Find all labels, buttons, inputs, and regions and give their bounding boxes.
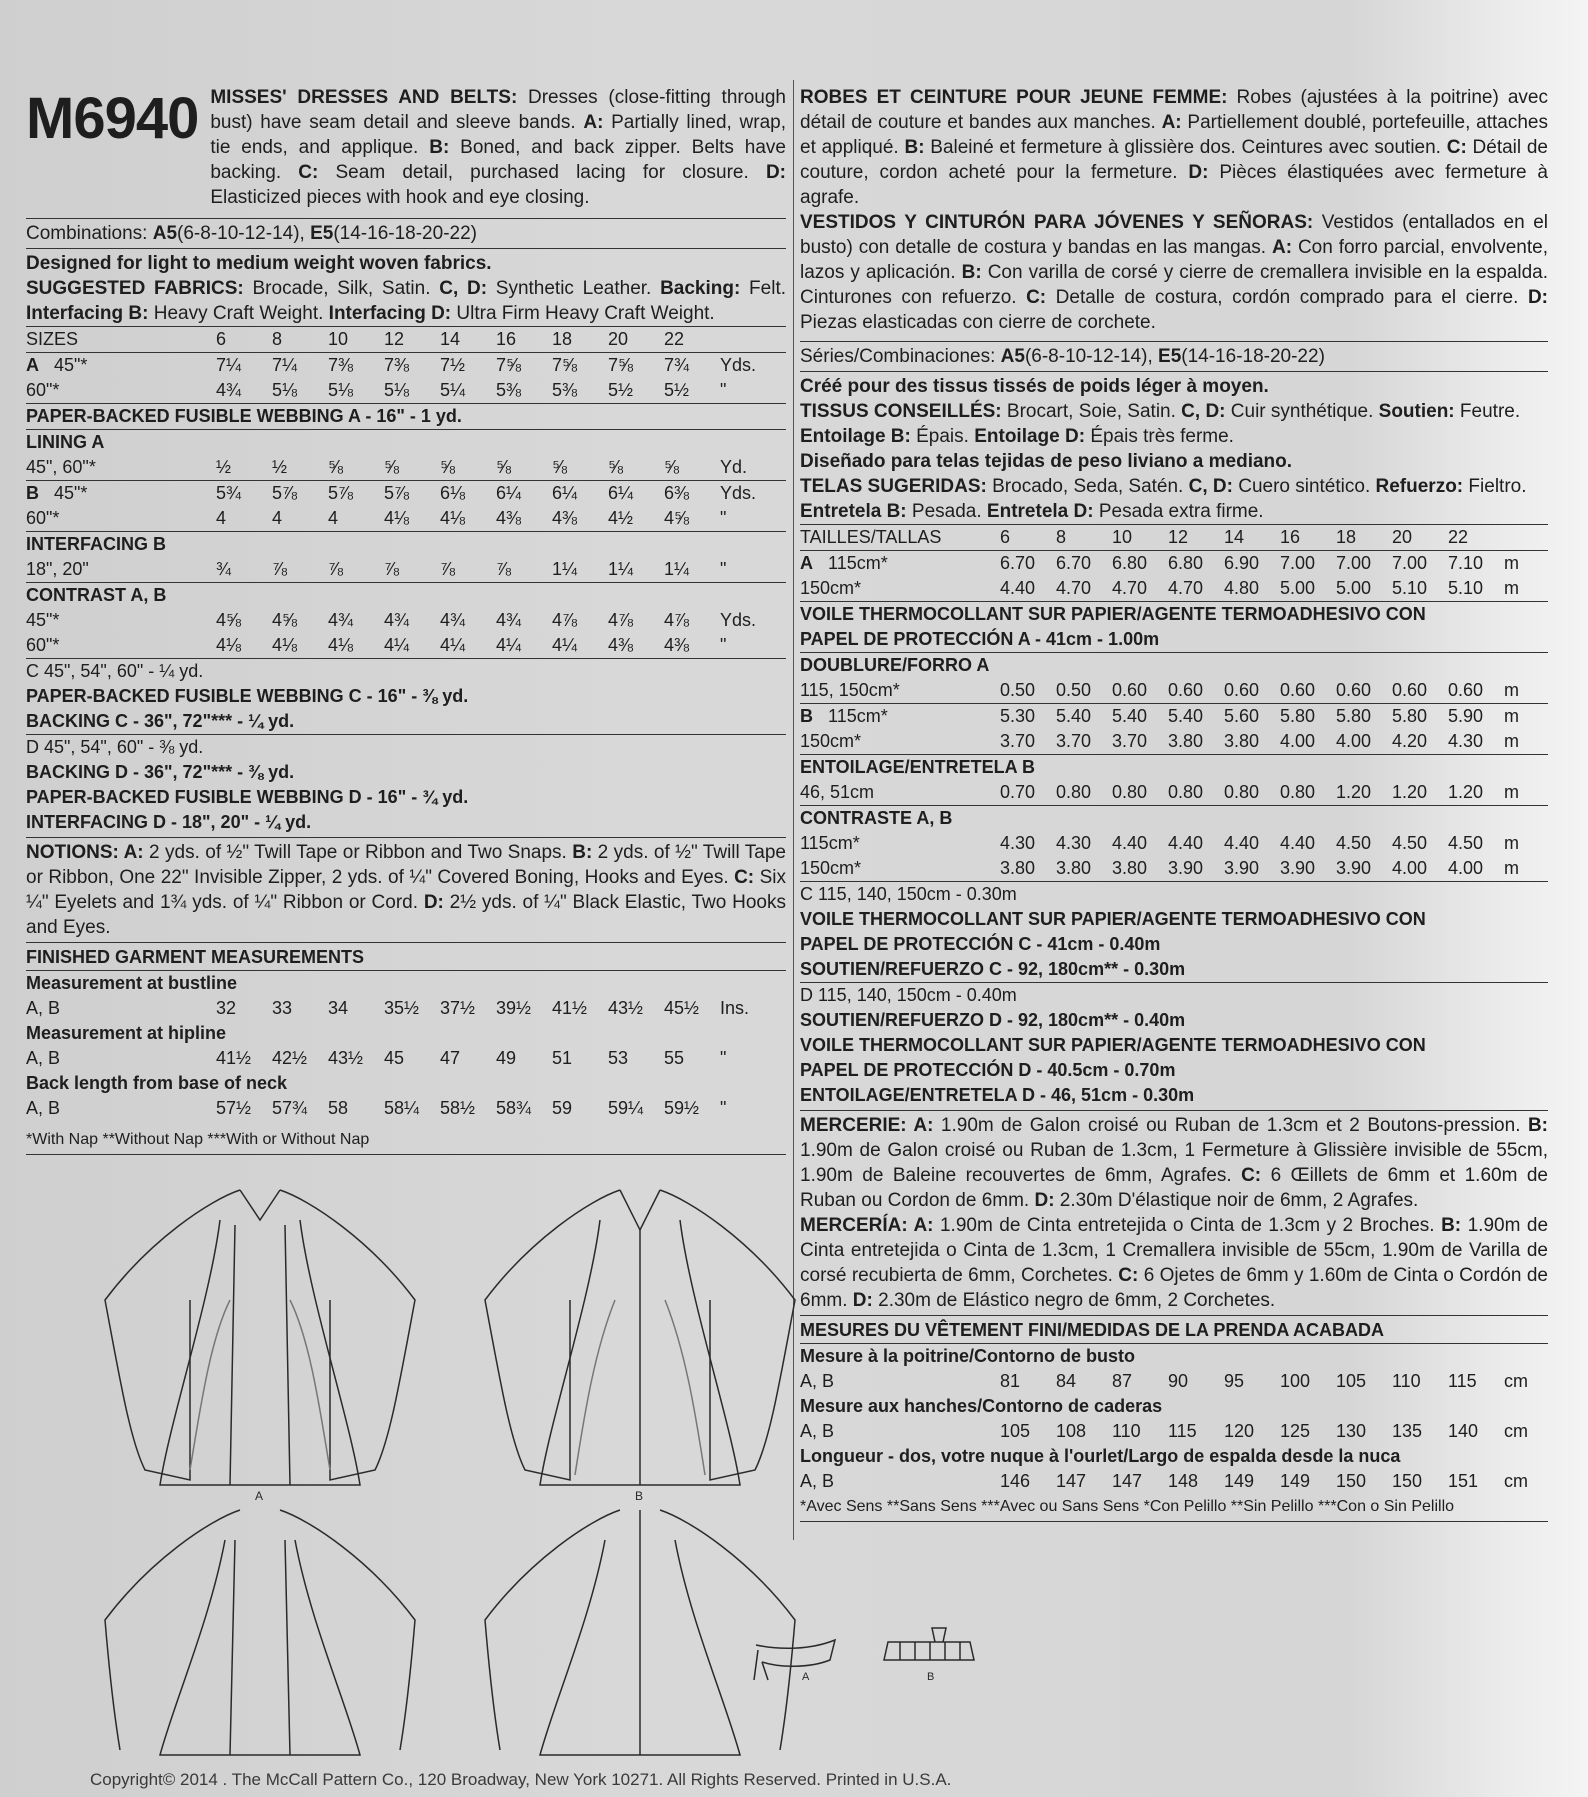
longueur-head: Longueur - dos, votre nuque à l'ourlet/Largo de espalda desde la nuca bbox=[800, 1446, 1401, 1466]
voile-a-1: VOILE THERMOCOLLANT SUR PAPIER/AGENTE TERMOADHESIVO CON bbox=[800, 602, 1548, 628]
belt-a-label: A bbox=[802, 1671, 810, 1683]
view-b-back-illustration bbox=[485, 1190, 795, 1485]
english-column bbox=[26, 85, 786, 1157]
view-b-label: B bbox=[635, 1489, 644, 1503]
sizes-row: SIZES 6 8 10 12 14 16 18 20 22 bbox=[26, 327, 786, 353]
view-d-line: D 45", 54", 60" - ⅜ yd. bbox=[26, 735, 786, 761]
view-a-long-illustration bbox=[105, 1510, 415, 1755]
series: Séries/Combinaciones: A5(6-8-10-12-14), E5(14-16-18-20-22) bbox=[800, 346, 1325, 367]
view-b-long-illustration bbox=[485, 1510, 795, 1755]
description-en: MISSES' DRESSES AND BELTS: Dresses (close-fitting through bust) have seam detail and sleeve bands. A: Partially lined, wrap, tie ends, and applique. B: Boned, and back zipper. Belts have backing. C: Seam detail, purchased lacing for closure. D: Elasticized pieces with hook and eye closing. bbox=[210, 87, 787, 208]
contraste-head: CONTRASTE A, B bbox=[800, 806, 1548, 832]
view-a-label: A bbox=[255, 1489, 264, 1503]
voile-c-1: VOILE THERMOCOLLANT SUR PAPIER/AGENTE TERMOADHESIVO CON bbox=[800, 909, 1426, 929]
backing-d: BACKING D - 36", 72"*** - ⅜ yd. bbox=[26, 762, 295, 782]
rule bbox=[26, 837, 786, 838]
description-fr: ROBES ET CEINTURE POUR JEUNE FEMME: Robes (ajustées à la poitrine) avec détail de couture et bandes aux manches. A: Partiellement doublé, portefeuille, attaches et appliqué. B: Baleiné et fermeture à glissière dos. Ceintures avec soutien. C: Détail de couture, cordon acheté pour la fermeture. D: Pièces élastiquées avec fermeture à agrafe. bbox=[800, 87, 1548, 208]
doublure-head: DOUBLURE/FORRO A bbox=[800, 653, 1548, 679]
table-row: 60"* 4 4 4 4⅛ 4⅛ 4⅜ 4⅜ 4½ 4⅝ " bbox=[26, 508, 727, 528]
voile-d-2: PAPEL DE PROTECCIÓN D - 40.5cm - 0.70m bbox=[800, 1060, 1176, 1080]
copyright-footer: Copyright© 2014 . The McCall Pattern Co., 120 Broadway, New York 10271. All Rights Reserved. Printed in U.S.A. bbox=[90, 1770, 952, 1789]
suggested-fabrics: SUGGESTED FABRICS: Brocade, Silk, Satin. C, D: Synthetic Leather. Backing: Felt. Interfacing B: Heavy Craft Weight. Interfacing D: Ultra Firm Heavy Craft Weight. bbox=[26, 278, 786, 324]
garment-illustrations bbox=[90, 1180, 1020, 1760]
table-row: 150cm* 4.40 4.70 4.70 4.70 4.80 5.00 5.00 5.10 5.10 m bbox=[800, 578, 1519, 598]
lining-a: LINING A bbox=[26, 430, 786, 456]
interfacing-b: INTERFACING B bbox=[26, 532, 786, 558]
webbing-c: PAPER-BACKED FUSIBLE WEBBING C - 16" - ⅜ yd. bbox=[26, 686, 469, 706]
finished-measurements-table bbox=[26, 945, 786, 1121]
table-row: A 115cm* 6.70 6.70 6.80 6.80 6.90 7.00 7.00 7.00 7.10 m bbox=[800, 551, 1548, 577]
table-row: 115cm* 4.30 4.30 4.40 4.40 4.40 4.40 4.50 4.50 4.50 m bbox=[800, 833, 1519, 853]
table-row: A, B 146 147 147 148 149 149 150 150 151 cm bbox=[800, 1471, 1528, 1491]
table-row: A 45"* 7¼ 7¼ 7⅜ 7⅜ 7½ 7⅝ 7⅝ 7⅝ 7¾ Yds. bbox=[26, 353, 786, 379]
rule bbox=[26, 218, 786, 219]
hanches-head: Mesure aux hanches/Contorno de caderas bbox=[800, 1396, 1163, 1416]
mesures-head: MESURES DU VÊTEMENT FINI/MEDIDAS DE LA PRENDA ACABADA bbox=[800, 1320, 1385, 1340]
webbing-a: PAPER-BACKED FUSIBLE WEBBING A - 16" - 1 yd. bbox=[26, 404, 786, 430]
table-row: A, B 57½ 57¾ 58 58¼ 58½ 58¾ 59 59¼ 59½ " bbox=[26, 1098, 727, 1118]
webbing-d: PAPER-BACKED FUSIBLE WEBBING D - 16" - ¾ yd. bbox=[26, 787, 469, 807]
sizes-row: TAILLES/TALLAS 6 8 10 12 14 16 18 20 22 bbox=[800, 525, 1548, 551]
belt-a-illustration bbox=[754, 1640, 835, 1680]
rule bbox=[800, 371, 1548, 372]
table-row: A, B 41½ 42½ 43½ 45 47 49 51 53 55 " bbox=[26, 1048, 727, 1068]
finished-head: FINISHED GARMENT MEASUREMENTS bbox=[26, 947, 365, 967]
interfacing-d: INTERFACING D - 18", 20" - ¼ yd. bbox=[26, 812, 312, 832]
footnote-en: *With Nap **Without Nap ***With or Without Nap bbox=[26, 1131, 370, 1148]
rule bbox=[800, 1110, 1548, 1111]
entoilage-b-head: ENTOILAGE/ENTRETELA B bbox=[800, 755, 1548, 781]
header bbox=[26, 85, 786, 210]
table-row: 150cm* 3.70 3.70 3.70 3.80 3.80 4.00 4.00 4.20 4.30 m bbox=[800, 731, 1519, 751]
cree-pour: Créé pour des tissus tissés de poids léger à moyen. bbox=[800, 376, 1269, 397]
merceria: MERCERÍA: A: 1.90m de Cinta entretejida o Cinta de 1.3cm y 2 Broches. B: 1.90m de Cinta entretejida o Cinta de 1.3cm, 1 Cremallera invisible de 55cm, 1.90m de Varilla de corsé recubierta de 6mm, Corchetes. C: 6 Ojetes de 6mm y 1.60m de Cinta o Cordón de 6mm. D: 2.30m de Elástico negro de 6mm, 2 Corchetes. bbox=[800, 1215, 1549, 1311]
notions: NOTIONS: A: 2 yds. of ½" Twill Tape or Ribbon and Two Snaps. B: 2 yds. of ½" Twill Tape or Ribbon, One 22" Invisible Zipper, 2 yds. of ¼" Covered Boning, Hooks and Eyes. C: Six ¼" Eyelets and 1¾ yds. of ¼" Ribbon or Cord. D: 2½ yds. of ¼" Black Elastic, Two Hooks and Eyes. bbox=[26, 842, 786, 938]
rule bbox=[26, 248, 786, 249]
view-c-line: C 45", 54", 60" - ¼ yd. bbox=[26, 659, 786, 685]
disenado: Diseñado para telas tejidas de peso liviano a mediano. bbox=[800, 451, 1293, 472]
table-row: B 115cm* 5.30 5.40 5.40 5.40 5.60 5.80 5.80 5.80 5.90 m bbox=[800, 704, 1548, 730]
table-row: 46, 51cm 0.70 0.80 0.80 0.80 0.80 0.80 1.20 1.20 1.20 m bbox=[800, 782, 1519, 802]
contrast-ab: CONTRAST A, B bbox=[26, 583, 786, 609]
soutien-c: SOUTIEN/REFUERZO C - 92, 180cm** - 0.30m bbox=[800, 959, 1186, 979]
belt-b-label: B bbox=[927, 1671, 935, 1683]
table-row: A, B 32 33 34 35½ 37½ 39½ 41½ 43½ 45½ Ins. bbox=[26, 998, 750, 1018]
hip-head: Measurement at hipline bbox=[26, 1023, 227, 1043]
table-row: 60"* 4¾ 5⅛ 5⅛ 5⅛ 5¼ 5⅜ 5⅜ 5½ 5½ " bbox=[26, 380, 727, 400]
telas-sugeridas: TELAS SUGERIDAS: Brocado, Seda, Satén. C, D: Cuero sintético. Refuerzo: Fieltro. Entretela B: Pesada. Entretela D: Pesada extra firme. bbox=[800, 476, 1527, 522]
table-row: 60"* 4⅛ 4⅛ 4⅛ 4¼ 4¼ 4¼ 4¼ 4⅜ 4⅜ " bbox=[26, 635, 727, 655]
rule bbox=[800, 341, 1548, 342]
voile-a-2: PAPEL DE PROTECCIÓN A - 41cm - 1.00m bbox=[800, 629, 1160, 649]
table-row: A, B 105 108 110 115 120 125 130 135 140 cm bbox=[800, 1421, 1528, 1441]
table-row: A, B 81 84 87 90 95 100 105 110 115 cm bbox=[800, 1371, 1528, 1391]
pattern-code: M6940 bbox=[26, 86, 199, 151]
table-row: 150cm* 3.80 3.80 3.80 3.90 3.90 3.90 3.90 4.00 4.00 m bbox=[800, 858, 1519, 878]
table-row: B 45"* 5¾ 5⅞ 5⅞ 5⅞ 6⅛ 6¼ 6¼ 6¼ 6⅜ Yds. bbox=[26, 481, 786, 507]
rule bbox=[26, 1154, 786, 1155]
combinations: Combinations: A5(6-8-10-12-14), E5(14-16-18-20-22) bbox=[26, 223, 477, 244]
view-a-front-illustration bbox=[105, 1190, 415, 1485]
table-row: 45", 60"* ½ ½ ⅝ ⅝ ⅝ ⅝ ⅝ ⅝ ⅝ Yd. bbox=[26, 457, 748, 477]
table-row: 18", 20" ¾ ⅞ ⅞ ⅞ ⅞ ⅞ 1¼ 1¼ 1¼ " bbox=[26, 559, 727, 579]
backing-c: BACKING C - 36", 72"*** - ¼ yd. bbox=[26, 711, 295, 731]
metric-yardage-table bbox=[800, 524, 1548, 1108]
mercerie: MERCERIE: A: 1.90m de Galon croisé ou Ruban de 1.3cm et 2 Boutons-pression. B: 1.90m de Galon croisé ou Ruban de 1.3cm, 1 Fermeture à Glissière invisible de 55cm, 1.90m de Baleine recouvertes de 6mm, Agrafes. C: 6 Œillets de 6mm et 1.60m de Ruban ou Cordon de 6mm. D: 2.30m D'élastique noir de 6mm, 2 Agrafes. bbox=[800, 1115, 1548, 1211]
designed-for: Designed for light to medium weight woven fabrics. bbox=[26, 253, 492, 274]
entoilage-d: ENTOILAGE/ENTRETELA D - 46, 51cm - 0.30m bbox=[800, 1085, 1195, 1105]
view-d-line-metric: D 115, 140, 150cm - 0.40m bbox=[800, 983, 1548, 1009]
voile-c-2: PAPEL DE PROTECCIÓN C - 41cm - 0.40m bbox=[800, 934, 1161, 954]
yardage-table bbox=[26, 326, 786, 835]
soutien-d: SOUTIEN/REFUERZO D - 92, 180cm** - 0.40m bbox=[800, 1010, 1186, 1030]
belt-b-illustration bbox=[884, 1628, 974, 1660]
tissus-conseilles: TISSUS CONSEILLÉS: Brocart, Soie, Satin. C, D: Cuir synthétique. Soutien: Feutre. Entoilage B: Épais. Entoilage D: Épais très ferme. bbox=[800, 401, 1521, 447]
back-length-head: Back length from base of neck bbox=[26, 1073, 288, 1093]
table-row: 45"* 4⅝ 4⅝ 4¾ 4¾ 4¾ 4¾ 4⅞ 4⅞ 4⅞ Yds. bbox=[26, 610, 757, 630]
rule bbox=[26, 942, 786, 943]
footnote-fr-es: *Avec Sens **Sans Sens ***Avec ou Sans Sens *Con Pelillo **Sin Pelillo ***Con o Sin Pelillo bbox=[800, 1498, 1455, 1515]
voile-d-1: VOILE THERMOCOLLANT SUR PAPIER/AGENTE TERMOADHESIVO CON bbox=[800, 1035, 1426, 1055]
bust-head: Measurement at bustline bbox=[26, 971, 786, 997]
description-es: VESTIDOS Y CINTURÓN PARA JÓVENES Y SEÑORAS: Vestidos (entallados en el busto) con detalle de costura y bandas en las mangas. A: Con forro parcial, envolvente, lazos y aplicación. B: Con varilla de corsé y cierre de cremallera invisible en la espalda. Cinturones con refuerzo. C: Detalle de costura, cordón comprado para el cierre. D: Piezas elasticadas con cierre de corchete. bbox=[800, 212, 1548, 333]
table-row: 115, 150cm* 0.50 0.50 0.60 0.60 0.60 0.60 0.60 0.60 0.60 m bbox=[800, 680, 1519, 700]
poitrine-head: Mesure à la poitrine/Contorno de busto bbox=[800, 1344, 1548, 1370]
view-c-line-metric: C 115, 140, 150cm - 0.30m bbox=[800, 882, 1548, 908]
